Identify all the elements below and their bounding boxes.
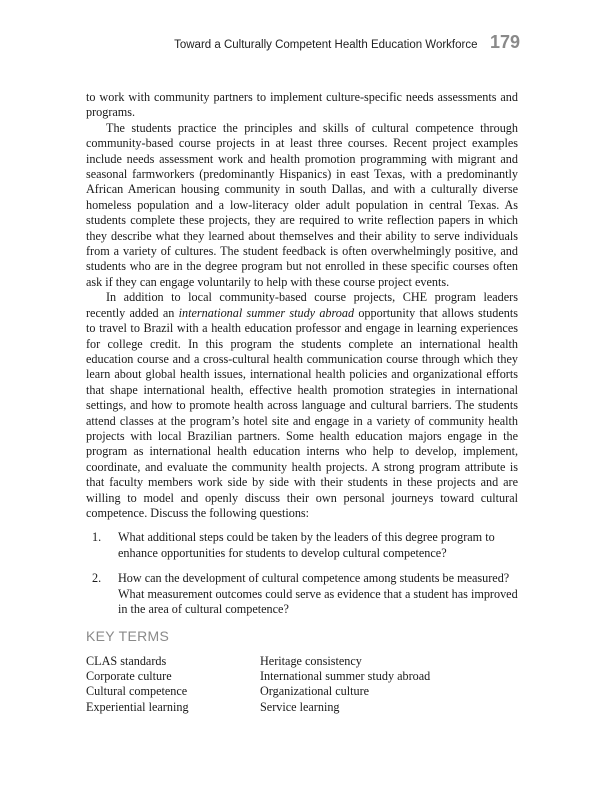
question-item [86, 571, 518, 617]
discussion-questions [86, 530, 518, 617]
paragraph-2: The students practice the principles and skills of cultural competence through community-based course projects in at least three courses. Recent project examples include needs assessment work and health promotion programming with migrant and seasonal farmworkers (predominantly Hispanics) in east Texas, with a predominantly African American housing community in south Dallas, and with a culturally diverse homeless population and a low-literacy older adult population in central Texas. As students complete these projects, they are required to write reflection papers in which they describe what they learned about themselves and their ability to serve individuals from a variety of cultures. The student feedback is often overwhelmingly positive, and students who are in the degree program but not enrolled in these specific courses often ask if they can engage voluntarily to help with these course project events. [86, 120, 518, 289]
key-term: Heritage consistency [260, 654, 362, 668]
key-term: Organizational culture [260, 684, 370, 699]
key-term: International summer study abroad [260, 669, 431, 684]
key-term: Corporate culture [86, 669, 172, 684]
study-abroad-emphasis: international summer study abroad [178, 305, 355, 320]
key-term: Service learning [260, 699, 340, 714]
question-number: 2. [92, 571, 102, 586]
running-head [0, 32, 604, 53]
body-text [86, 90, 518, 627]
paragraph-3-end: opportunity that allows students to travel to Brazil with a health education professor and engage in learning experiences for college credit. In this program the students complete an international health education course and a cross-cultural health communication course through which they learn about global health issues, international health policies and organizational efforts that shape international health, effective health promotion strategies in international settings, and how to promote health across language and cultural barriers. The students attend classes at the program’s hotel site and engage in a variety of community health projects with local Brazilian partners. Some health education majors engage in the program as international health education interns who help to develop, implement, coordinate, and evaluate the community health projects. A strong program attribute is that faculty members work side by side with their students in these projects and are willing to model and openly discuss their own personal journeys toward cultural competence. Discuss the following questions: [86, 305, 518, 520]
question-text: What additional steps could be taken by the leaders of this degree program to enhance opportunities for students to develop cultural competence? [118, 530, 495, 560]
key-terms-heading: KEY TERMS [86, 628, 170, 644]
paragraph-3 [86, 290, 518, 521]
running-title: Toward a Culturally Competent Health Education Workforce [174, 39, 478, 51]
key-terms-list [86, 654, 526, 715]
key-term: CLAS standards [86, 654, 167, 668]
paragraph-3-start: In addition to local community-based course projects, CHE program leaders recently added an [86, 290, 518, 320]
question-item [86, 530, 518, 561]
page-number: 179 [489, 32, 520, 52]
key-term: Experiential learning [86, 699, 189, 714]
question-text: How can the development of cultural competence among students be measured? What measurement outcomes could serve as evidence that a student has improved in the area of cultural competence? [118, 571, 518, 616]
paragraph-1: to work with community partners to implement culture-specific needs assessments and programs. [86, 90, 518, 120]
key-term: Cultural competence [86, 684, 188, 699]
question-number: 1. [92, 530, 102, 545]
